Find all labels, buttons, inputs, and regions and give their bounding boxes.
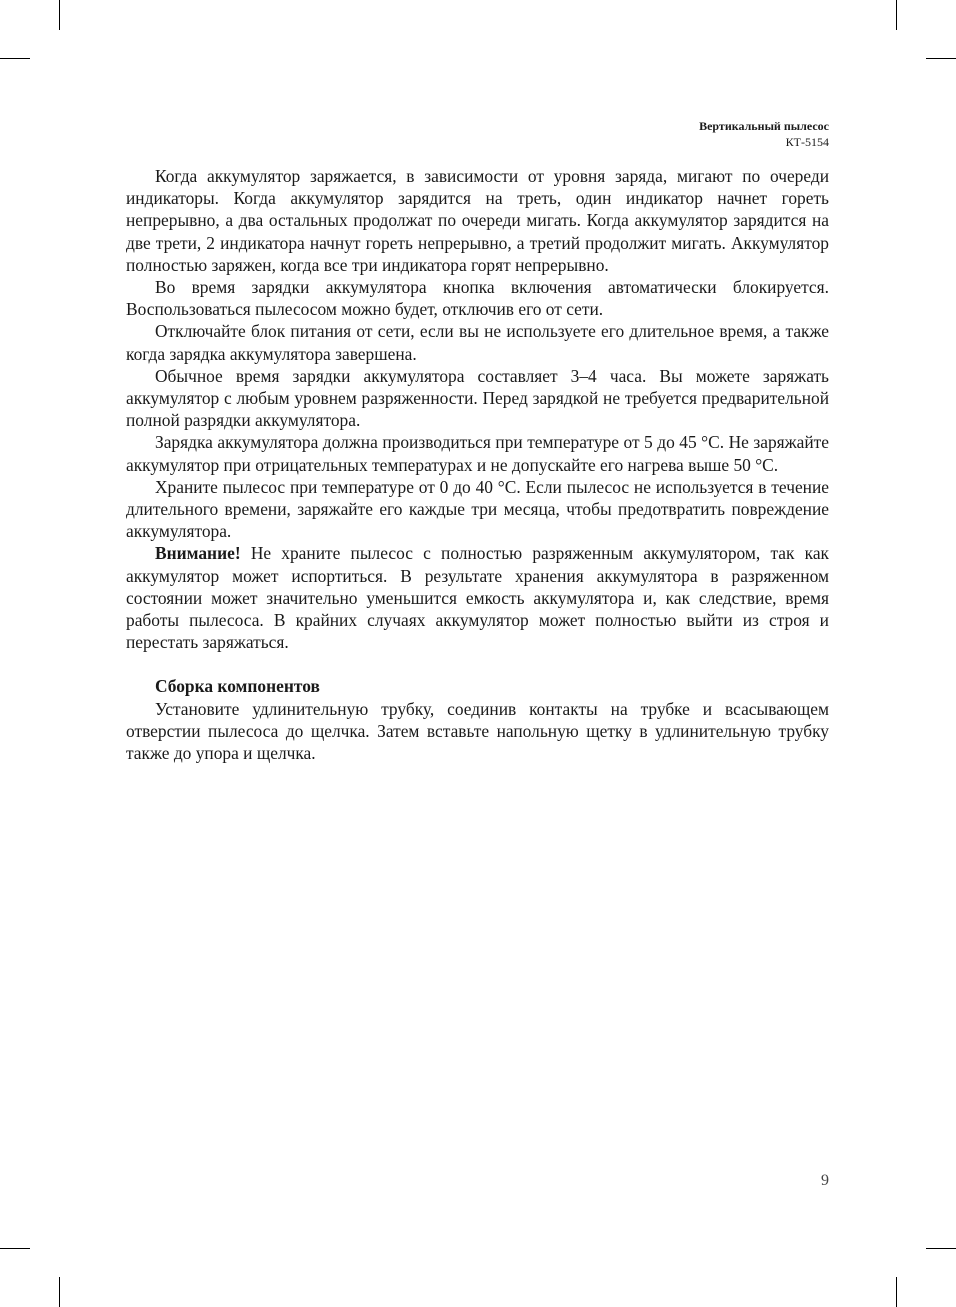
crop-mark — [926, 1248, 956, 1249]
page-body — [126, 165, 829, 764]
warning-text: Не храните пылесос с полностью разряженным аккумулятором, так как аккумулятор может испортиться. В результате хранения аккумулятора в разряженном состоянии может значительно уменьшится емкость аккумулятора и, как следствие, время работы пылесоса. В крайних случаях аккумулятор может полностью выйти из строя и перестать заряжаться. — [126, 543, 829, 653]
header-model: КТ-5154 — [785, 135, 829, 149]
crop-mark — [896, 0, 897, 30]
paragraph: Во время зарядки аккумулятора кнопка включения автоматически блокируется. Воспользоваться пылесосом можно будет, отключив его от сети. — [126, 277, 829, 320]
page-number: 9 — [821, 1172, 829, 1189]
crop-mark — [0, 1248, 30, 1249]
crop-mark — [59, 1277, 60, 1307]
header-product-title: Вертикальный пылесос — [699, 119, 829, 133]
crop-mark — [896, 1277, 897, 1307]
running-header — [699, 118, 829, 150]
crop-mark — [0, 58, 30, 59]
paragraph: Установите удлинительную трубку, соединив контакты на трубке и всасывающем отверстии пылесоса до щелчка. Затем вставьте напольную щетку в удлинительную трубку также до упора и щелчка. — [126, 698, 829, 764]
crop-mark — [59, 0, 60, 30]
paragraph: Когда аккумулятор заряжается, в зависимости от уровня заряда, мигают по очереди индикаторы. Когда аккумулятор зарядится на треть, один индикатор начнет гореть непрерывно, а два остальных продолжат по очереди мигать. Когда аккумулятор зарядится на две трети, 2 индикатора начнут гореть непрерывно, а третий продолжит мигать. Аккумулятор полностью заряжен, когда все три индикатора горят непрерывно. — [126, 166, 829, 275]
paragraph: Отключайте блок питания от сети, если вы не используете его длительное время, а также когда зарядка аккумулятора завершена. — [126, 321, 829, 364]
warning-label: Внимание! — [155, 543, 241, 564]
crop-mark — [926, 58, 956, 59]
paragraph: Зарядка аккумулятора должна производиться при температуре от 5 до 45 °С. Не заряжайте аккумулятор при отрицательных температурах и не допускайте его нагрева выше 50 °С. — [126, 432, 829, 475]
paragraph: Храните пылесос при температуре от 0 до 40 °С. Если пылесос не используется в течение длительного времени, заряжайте его каждые три месяца, чтобы предотвратить повреждение аккумулятора. — [126, 476, 829, 542]
paragraph: Обычное время зарядки аккумулятора составляет 3–4 часа. Вы можете заряжать аккумулятор с любым уровнем разряженности. Перед зарядкой не требуется предварительной полной разрядки аккумулятора. — [126, 365, 829, 431]
section-heading: Сборка компонентов — [155, 676, 320, 697]
warning-paragraph — [126, 542, 829, 653]
